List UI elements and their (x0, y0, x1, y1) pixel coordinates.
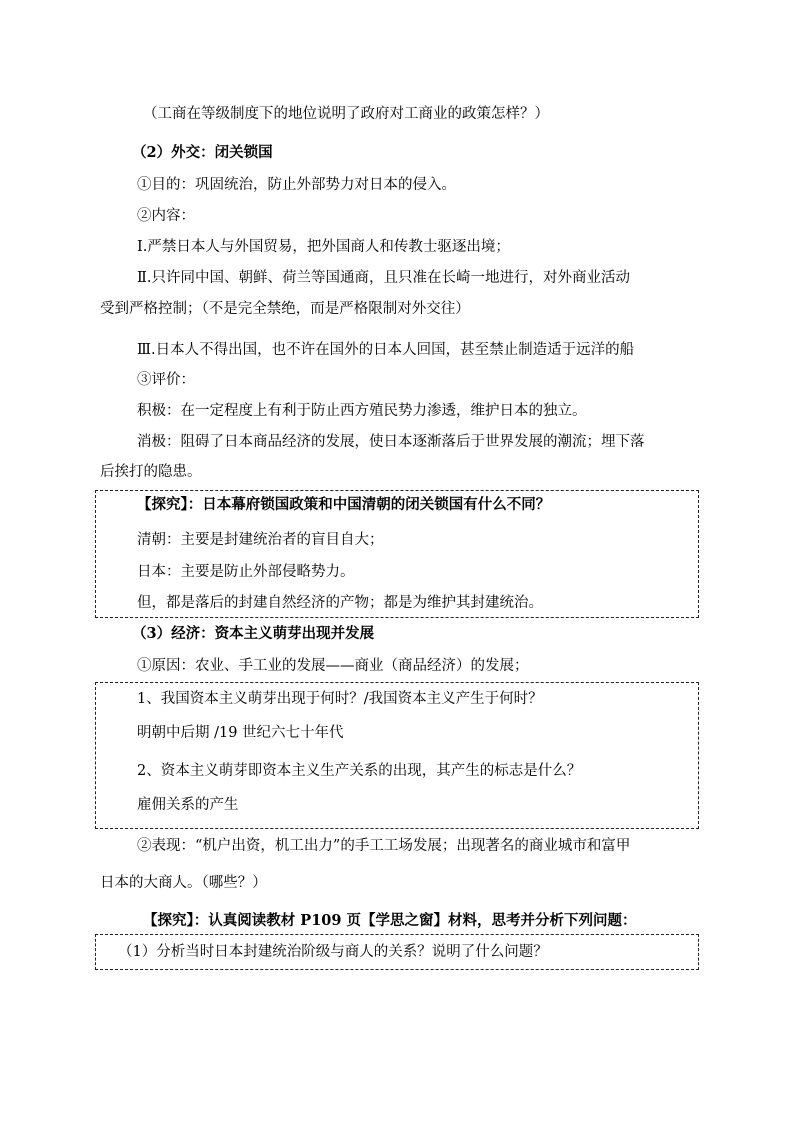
content-item-1: Ⅰ.严禁日本人与外国贸易，把外国商人和传教士驱逐出境； (137, 239, 510, 255)
answer-2: 雇佣关系的产生 (137, 797, 239, 813)
inquiry-1-question: 【探究】：日本幕府锁国政策和中国清朝的闭关锁国有什么不同？ (137, 496, 551, 513)
economy-cause: ①原因：农业、手工业的发展——商业（商品经济）的发展； (137, 658, 529, 674)
inquiry-1-answer-common: 但，都是落后的封建自然经济的产物；都是为维护其封建统治。 (137, 595, 543, 611)
answer-1: 明朝中后期 /19 世纪六七十年代 (137, 725, 344, 741)
content-item-2-continued: 受到严格控制；（不是完全禁绝，而是严格限制对外交往） (100, 301, 470, 317)
content-item-3: Ⅲ.日本人不得出国，也不许在国外的日本人回国，甚至禁止制造适于远洋的船 (137, 342, 635, 358)
inquiry-1-answer-japan: 日本：主要是防止外部侵略势力。 (137, 564, 355, 580)
section-economy-heading: （3）经济：资本主义萌芽出现并发展 (132, 625, 375, 642)
inquiry-1-answer-qing: 清朝：主要是封建统治者的盲目自大； (137, 532, 384, 548)
evaluation-label: ③评价： (137, 372, 195, 388)
evaluation-positive: 积极：在一定程度上有利于防止西方殖民势力渗透，维护日本的独立。 (137, 403, 587, 419)
evaluation-negative: 消极：阻碍了日本商品经济的发展，使日本逐渐落后于世界发展的潮流；埋下落 (137, 434, 645, 450)
diplomacy-content-label: ②内容： (137, 208, 195, 224)
economy-manifestation: ②表现：“机户出资，机工出力”的手工工场发展；出现著名的商业城市和富甲 (137, 838, 631, 854)
content-item-2: Ⅱ.只许同中国、朝鲜、荷兰等国通商，且只准在长崎一地进行，对外商业活动 (137, 270, 630, 286)
inquiry-2-question-1: （1）分析当时日本封建统治阶级与商人的关系？说明了什么问题？ (118, 944, 548, 960)
question-2: 2、资本主义萌芽即资本主义生产关系的出现，其产生的标志是什么？ (137, 763, 582, 779)
evaluation-negative-continued: 后挨打的隐患。 (100, 464, 202, 480)
inquiry-2-prompt: 【探究】：认真阅读教材 P109 页【学思之窗】材料，思考并分析下列问题： (143, 912, 637, 929)
economy-manifestation-continued: 日本的大商人。（哪些？） (100, 875, 267, 891)
section-diplomacy-heading: （2）外交：闭关锁国 (132, 144, 273, 161)
diplomacy-purpose: ①目的：巩固统治，防止外部势力对日本的侵入。 (137, 177, 456, 193)
question-1: 1、我国资本主义萌芽出现于何时？/我国资本主义产生于何时？ (137, 691, 543, 707)
policy-question: （工商在等级制度下的地位说明了政府对工商业的政策怎样？） (143, 106, 549, 122)
